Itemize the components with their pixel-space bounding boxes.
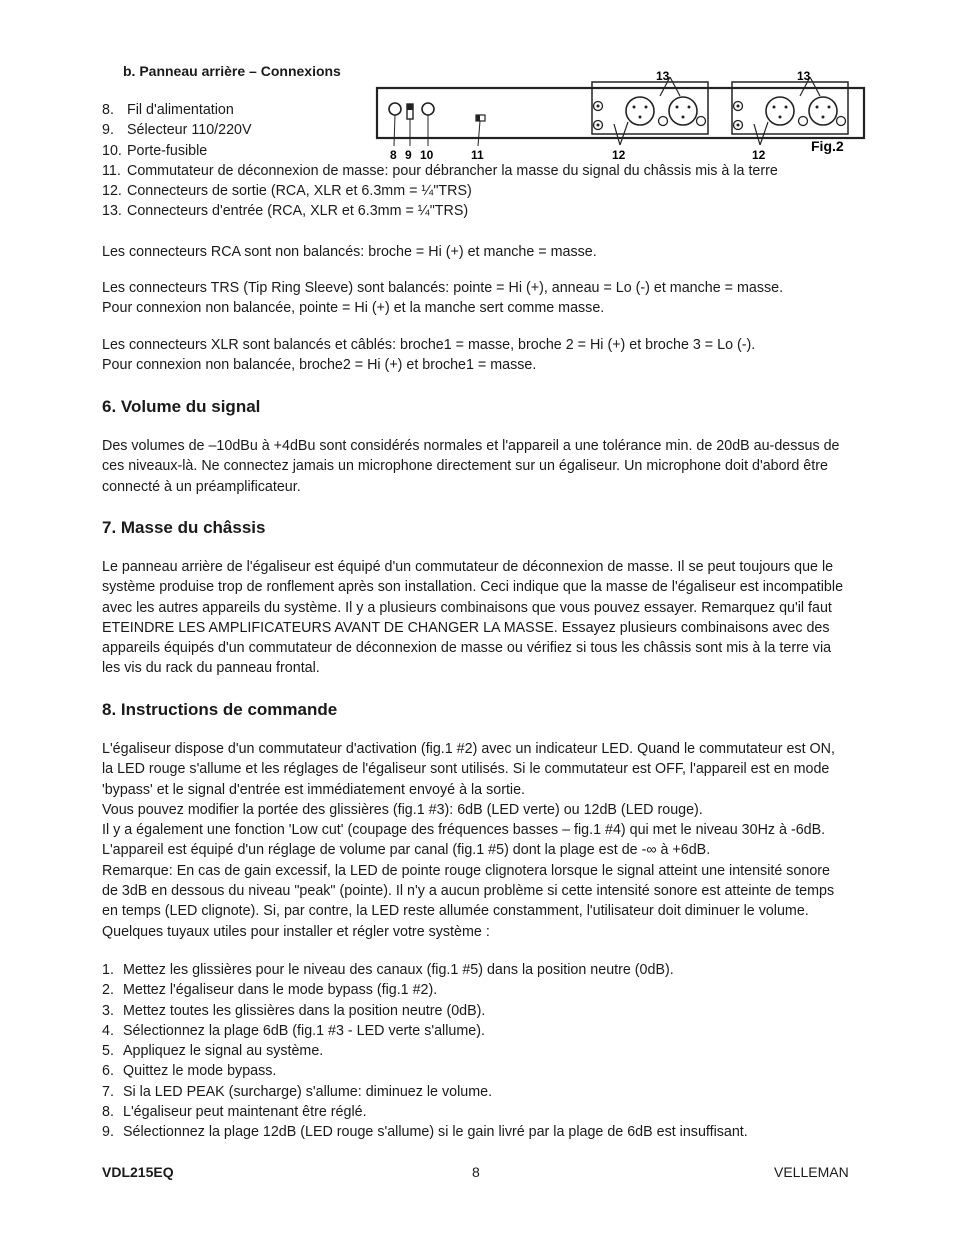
section-8-body: L'égaliseur dispose d'un commutateur d'activation (fig.1 #2) avec un indicateur LED. Quand le commutateur est ON, la LED rouge s'allume et les réglages de l'égaliseur sont utilisés. Si le commutateur est OFF, l'appareil est en mode 'bypass' et le signal d'entrée est immédiatement envoyé à la sortie. Vous pouvez modifier la portée des glissières (fig.1 #3): 6dB (LED verte) ou 12dB (LED rouge). Il y a également une fonction 'Low cut' (coupage des fréquences basses – fig.1 #4) qui met le niveau 30Hz à -6dB. L'appareil est équipé d'un réglage de volume par canal (fig.1 #5) dont la plage est de -∞ à +6dB. Remarque: En cas de gain excessif, la LED de pointe rouge clignotera lorsque le signal atteint une intensité sonore de 3dB en dessous du niveau "peak" (pointe). Il n'y a aucun problème si cette intensité sonore est atteinte de temps en temps (LED clignote). Si, par contre, la LED reste allumée constamment, l'utilisateur doit diminuer le volume. Quelques tuyaux utiles pour installer et régler votre système : — [102, 741, 835, 940]
list-item: 13. Connecteurs d'entrée (RCA, XLR et 6.3mm = ¼"TRS) — [102, 203, 469, 220]
label-11: 11 — [471, 148, 484, 162]
section-6-heading: 6. Volume du signal — [102, 397, 261, 416]
rear-panel-diagram — [370, 64, 870, 164]
list-item: 10. Porte-fusible — [102, 142, 208, 159]
page-number: 8 — [472, 1164, 480, 1180]
label-12b: 12 — [752, 148, 766, 162]
list-item: 7. Si la LED PEAK (surcharge) s'allume: diminuez le volume. — [102, 1083, 493, 1100]
label-13b: 13 — [797, 69, 811, 83]
trs-paragraph: Les connecteurs TRS (Tip Ring Sleeve) sont balancés: pointe = Hi (+), anneau = Lo (-) et manche = masse. Pour connexion non balancée, pointe = Hi (+) et la manche sert comme masse. — [102, 280, 784, 317]
figure-caption: Fig.2 — [811, 138, 844, 154]
steps-list — [102, 960, 748, 1143]
label-8: 8 — [390, 148, 397, 162]
list-item: 8. L'égaliseur peut maintenant être réglé. — [102, 1104, 367, 1121]
section-8-heading: 8. Instructions de commande — [102, 700, 338, 719]
label-12a: 12 — [612, 148, 626, 162]
section-7-body: Le panneau arrière de l'égaliseur est équipé d'un commutateur de déconnexion de masse. Il se peut toujours que le système produise trop de ronflement après son installation. Ceci indique que la masse de l'égaliseur est incompatible avec les autres appareils du système. Il y a plusieurs combinaisons que vous pouvez essayer. Remarquez qu'il faut ETEINDRE LES AMPLIFICATEURS AVANT DE CHANGER LA MASSE. Essayez plusieurs combinaisons avec des appareils équipés d'un commutateur de déconnexion de masse ou vérifiez si tous les châssis sont mis à la terre via les vis du rack du panneau frontal. — [102, 559, 844, 677]
footer-model: VDL215EQ — [102, 1164, 174, 1180]
label-9: 9 — [405, 148, 412, 162]
list-item: 1. Mettez les glissières pour le niveau des canaux (fig.1 #5) dans la position neutre (0dB). — [102, 962, 674, 978]
list-item: 9. Sélectionnez la plage 12dB (LED rouge s'allume) si le gain livré par la plage de 6dB est insuffisant. — [102, 1124, 748, 1141]
section-7-heading: 7. Masse du châssis — [102, 518, 266, 537]
rca-paragraph: Les connecteurs RCA sont non balancés: broche = Hi (+) et manche = masse. — [102, 244, 597, 260]
label-10: 10 — [420, 148, 434, 162]
xlr-paragraph: Les connecteurs XLR sont balancés et câblés: broche1 = masse, broche 2 = Hi (+) et broche 3 = Lo (-). Pour connexion non balancée, broche2 = Hi (+) et broche1 = masse. — [102, 337, 756, 374]
list-item: 3. Mettez toutes les glissières dans la position neutre (0dB). — [102, 1002, 486, 1019]
list-item: 12. Connecteurs de sortie (RCA, XLR et 6.3mm = ¼"TRS) — [102, 183, 472, 200]
list-item: 8. Fil d'alimentation — [102, 102, 234, 118]
list-item: 5. Appliquez le signal au système. — [102, 1043, 324, 1060]
list-item: 6. Quittez le mode bypass. — [102, 1063, 277, 1080]
list-item: 4. Sélectionnez la plage 6dB (fig.1 #3 - LED verte s'allume). — [102, 1022, 485, 1039]
label-13a: 13 — [656, 69, 670, 83]
list-item: 9. Sélecteur 110/220V — [102, 122, 252, 139]
list-item: 11. Commutateur de déconnexion de masse: pour débrancher la masse du signal du châssis mis à la terre — [102, 162, 778, 179]
section-6-body: Des volumes de –10dBu à +4dBu sont considérés normales et l'appareil a une tolérance min. de 20dB au-dessus de ces niveaux-là. Ne connectez jamais un microphone directement sur un égaliseur. Un microphone doit d'abord être connecté à un préamplificateur. — [102, 438, 840, 495]
footer-brand: VELLEMAN — [774, 1164, 849, 1180]
list-item: 2. Mettez l'égaliseur dans le mode bypass (fig.1 #2). — [102, 982, 438, 999]
section-b-title: b. Panneau arrière – Connexions — [123, 63, 341, 79]
